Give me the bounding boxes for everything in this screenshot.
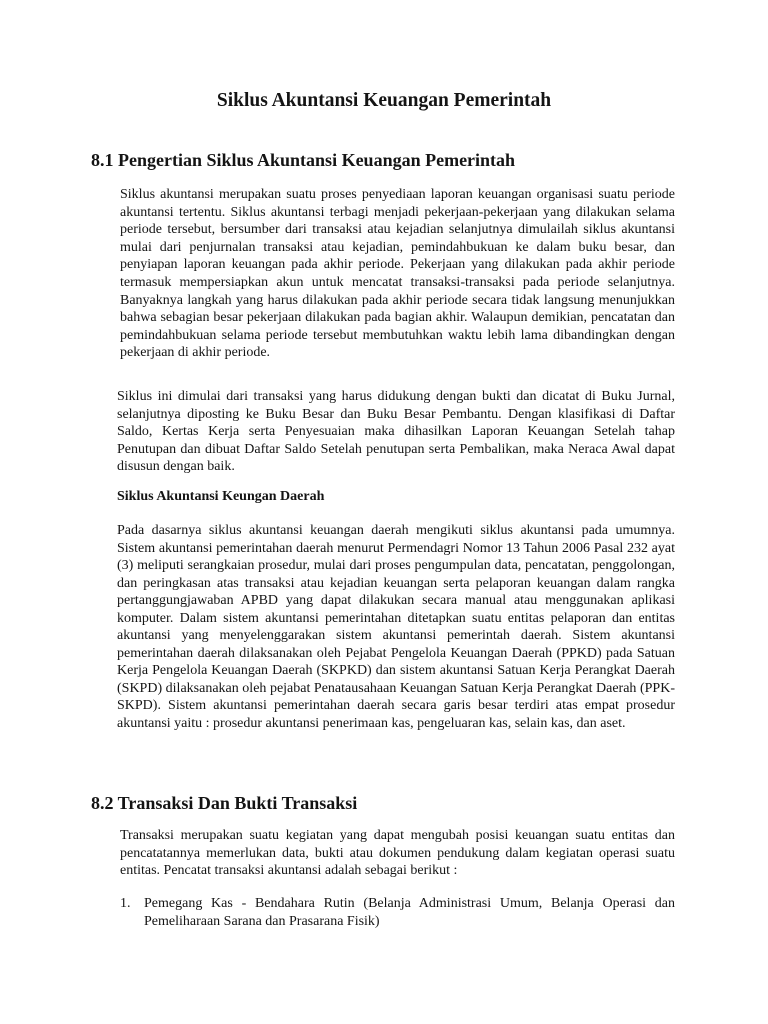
list-item	[120, 895, 675, 930]
list-item-text: Pemegang Kas - Bendahara Rutin (Belanja Administrasi Umum, Belanja Operasi dan Pemeliharaan Sarana dan Prasarana Fisik)	[144, 896, 675, 929]
transaction-recorder-list	[120, 895, 675, 930]
section-heading-8-2: 8.2 Transaksi Dan Bukti Transaksi	[91, 793, 358, 813]
subheading-siklus-daerah: Siklus Akuntansi Keungan Daerah	[117, 489, 325, 504]
list-item-number: 1.	[120, 896, 131, 911]
paragraph-siklus-daerah: Pada dasarnya siklus akuntansi keuangan daerah mengikuti siklus akuntansi pada umumnya. Sistem akuntansi pemerintahan daerah menurut Permendagri Nomor 13 Tahun 2006 Pasal 232 ayat (3) meliputi serangkaian prosedur, mulai dari proses pengumpulan data, pencatatan, penggolongan, dan peringkasan atas transaksi atau kejadian keuangan serta pelaporan keuangan dalam rangka pertanggungjawaban APBD yang dapat dilakukan secara manual atau menggunakan aplikasi komputer. Dalam sistem akuntansi pemerintahan ditetapkan suatu entitas pelaporan dan entitas akuntansi yang menyelenggarakan sistem akuntansi pemerintah daerah. Sistem akuntansi pemerintahan daerah dilaksanakan oleh Pejabat Pengelola Keuangan Daerah (PPKD) pada Satuan Kerja Pengelola Keuangan Daerah (SKPKD) dan sistem akuntansi Satuan Kerja Perangkat Daerah (SKPD) dilaksanakan oleh pejabat Penatausahaan Keuangan Satuan Kerja Perangkat Daerah (PPK-SKPD). Sistem akuntansi pemerintahan daerah secara garis besar terdiri atas empat prosedur akuntansi yaitu : prosedur akuntansi penerimaan kas, pengeluaran kas, selain kas, dan aset.	[117, 523, 675, 732]
section-heading-8-1: 8.1 Pengertian Siklus Akuntansi Keuangan Pemerintah	[91, 150, 516, 170]
paragraph-siklus-flow: Siklus ini dimulai dari transaksi yang harus didukung dengan bukti dan dicatat di Buku Jurnal, selanjutnya diposting ke Buku Besar dan Buku Besar Pembantu. Dengan klasifikasi di Daftar Saldo, Kertas Kerja serta Penyesuaian maka dihasilkan Laporan Keuangan Setelah tahap Penutupan dan dibuat Daftar Saldo Setelah penutupan serta Pembalikan, maka Neraca Awal dapat disusun dengan baik.	[117, 389, 675, 474]
paragraph-transaksi: Transaksi merupakan suatu kegiatan yang dapat mengubah posisi keuangan suatu entitas dan pencatatannya memerlukan data, bukti atau dokumen pendukung dalam kegiatan operasi suatu entitas. Pencatat transaksi akuntansi adalah sebagai berikut :	[120, 828, 675, 878]
paragraph-siklus-definition: Siklus akuntansi merupakan suatu proses penyediaan laporan keuangan organisasi suatu periode akuntansi tertentu. Siklus akuntansi terbagi menjadi pekerjaan-pekerjaan yang dilakukan selama periode tersebut, bersumber dari transaksi atau kejadian selanjutnya dimulailah siklus akuntansi mulai dari penjurnalan transaksi atau kejadian, pemindahbukuan ke dalam buku besar, dan penyiapan laporan keuangan pada akhir periode. Pekerjaan yang dilakukan pada akhir periode termasuk mempersiapkan akun untuk mencatat transaksi-transaksi pada periode selanjutnya. Banyaknya langkah yang harus dilakukan pada akhir periode secara tidak langsung menunjukkan bahwa sebagian besar pekerjaan dilakukan pada bagian akhir. Walaupun demikian, pencatatan dan pemindahbukuan selama periode tersebut membutuhkan waktu lebih lama dibandingkan dengan pekerjaan di akhir periode.	[120, 187, 675, 361]
document-title: Siklus Akuntansi Keuangan Pemerintah	[216, 90, 552, 111]
